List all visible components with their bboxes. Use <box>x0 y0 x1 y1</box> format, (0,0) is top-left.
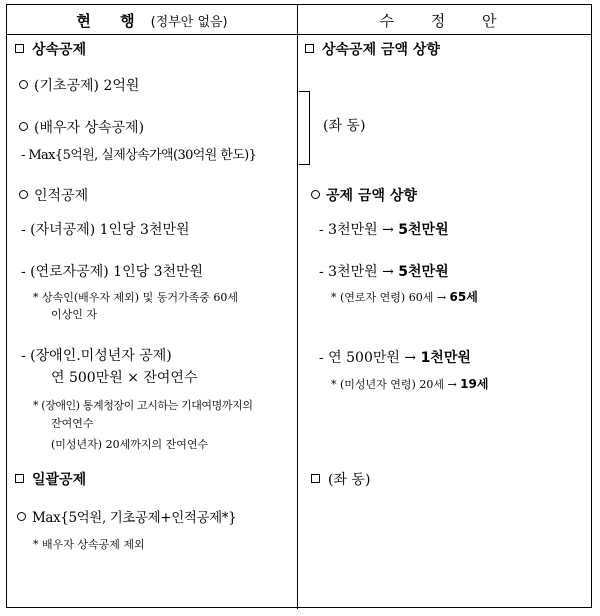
circle-bullet-icon <box>19 80 28 89</box>
square-bullet-icon <box>311 474 320 483</box>
left-spouse-deduction: (배우자 상속공제) <box>19 119 144 137</box>
left-elderly-note2: 이상인 자 <box>51 308 98 321</box>
left-disabled: - (장애인.미성년자 공제) <box>21 348 172 364</box>
circle-bullet-icon <box>19 122 28 131</box>
right-children: - 3천만원 → 5천만원 <box>319 222 449 238</box>
right-minor-age: * (미성년자 연령) 20세 → 19세 <box>331 377 489 391</box>
left-personal-deduction: 인적공제 <box>19 187 88 205</box>
left-lump-note: * 배우자 상속공제 제외 <box>33 538 145 551</box>
proposal-title: 수 정 안 <box>379 11 513 30</box>
circle-bullet-icon <box>311 190 320 199</box>
column-divider <box>297 35 298 609</box>
circle-bullet-icon <box>17 512 26 521</box>
right-sec1-heading: 상속공제 금액 상향 <box>322 42 440 58</box>
left-disabled-note1: * (장애인) 통계청장이 고시하는 기대여명까지의 <box>33 399 253 412</box>
current-title: 현 행 <box>76 11 147 30</box>
square-bullet-icon <box>15 44 24 53</box>
right-same1: (좌 동) <box>323 118 366 134</box>
table-header <box>7 5 591 35</box>
square-bullet-icon <box>305 44 314 53</box>
current-note: (정부안 없음) <box>150 14 228 30</box>
square-bullet-icon <box>15 474 24 483</box>
left-children: - (자녀공제) 1인당 3천만원 <box>21 222 190 238</box>
header-divider <box>297 5 298 35</box>
header-current <box>7 5 297 35</box>
right-elderly-age: * (연로자 연령) 60세 → 65세 <box>331 290 478 304</box>
bracket-line <box>299 91 310 165</box>
circle-bullet-icon <box>19 190 28 199</box>
right-elderly: - 3천만원 → 5천만원 <box>319 264 449 280</box>
right-same2: (좌 동) <box>311 471 370 489</box>
comparison-table <box>6 4 592 608</box>
header-proposal <box>299 5 593 35</box>
left-disabled-formula: 연 500만원 × 잔여연수 <box>51 370 198 386</box>
left-section-lump <box>15 471 86 489</box>
right-minor: - 연 500만원 → 1천만원 <box>319 350 471 366</box>
left-sec2-heading: 일괄공제 <box>32 472 87 488</box>
left-spouse-formula: - Max{5억원, 실제상속가액(30억원 한도)} <box>21 148 257 163</box>
left-section-inheritance <box>15 41 86 59</box>
left-sec1-heading: 상속공제 <box>32 42 87 58</box>
right-amount-up: 공제 금액 상향 <box>311 187 417 205</box>
left-lump-formula: Max{5억원, 기초공제+인적공제*} <box>17 509 236 527</box>
left-disabled-note2: 잔여연수 <box>51 417 94 430</box>
left-basic-deduction: (기초공제) 2억원 <box>19 77 139 95</box>
left-disabled-note3: (미성년자) 20세까지의 잔여연수 <box>51 438 209 451</box>
left-elderly: - (연로자공제) 1인당 3천만원 <box>21 264 204 280</box>
right-section-inheritance <box>305 41 440 59</box>
left-elderly-note1: * 상속인(배우자 제외) 및 동거가족중 60세 <box>33 291 238 304</box>
